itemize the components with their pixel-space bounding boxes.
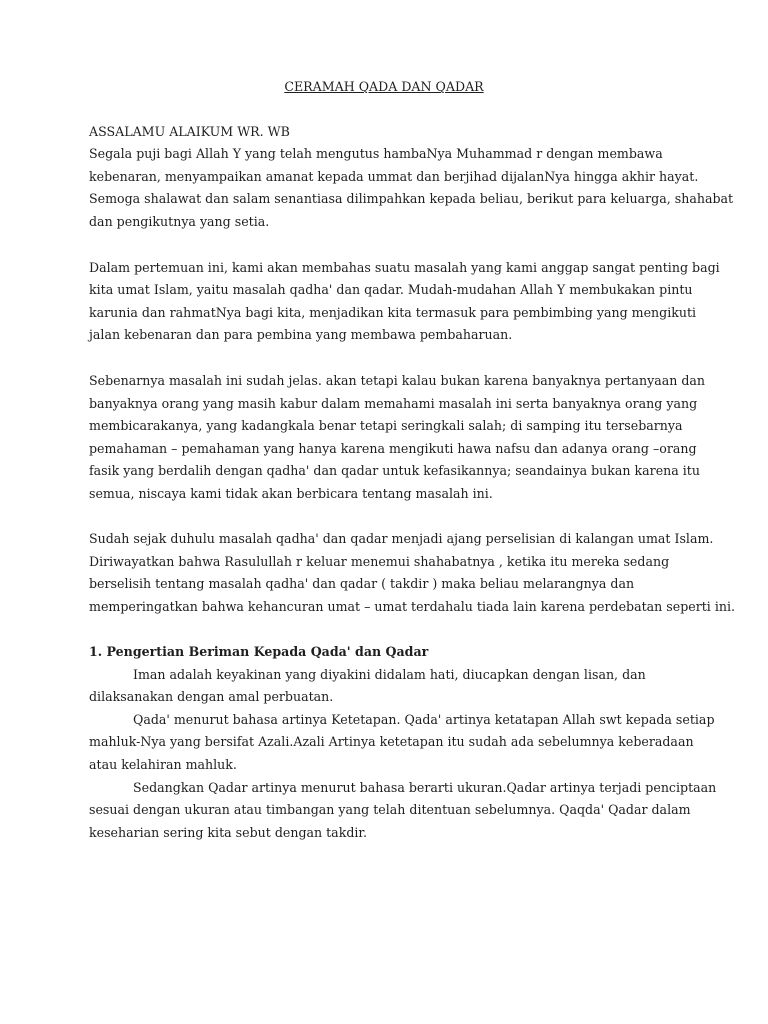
- paragraph-line: atau kelahiran mahluk.: [89, 757, 237, 772]
- paragraph-line: membicarakanya, yang kadangkala benar tetapi seringkali salah; di samping itu tersebarnya: [89, 418, 683, 433]
- paragraph-line: dan pengikutnya yang setia.: [89, 214, 270, 229]
- paragraph-line: Sudah sejak duhulu masalah qadha' dan qadar menjadi ajang perselisian di kalangan umat Islam.: [89, 531, 714, 546]
- paragraph-line: kebenaran, menyampaikan amanat kepada ummat dan berjihad dijalanNya hingga akhir hayat.: [89, 169, 699, 184]
- paragraph-line: Dalam pertemuan ini, kami akan membahas suatu masalah yang kami anggap sangat penting bagi: [89, 260, 720, 275]
- paragraph-line: Segala puji bagi Allah Y yang telah mengutus hambaNya Muhammad r dengan membawa: [89, 146, 663, 161]
- paragraph-line: dilaksanakan dengan amal perbuatan.: [89, 689, 334, 704]
- paragraph-line: mahluk-Nya yang bersifat Azali.Azali Artinya ketetapan itu sudah ada sebelumnya keberadaan: [89, 734, 694, 749]
- section-heading: 1. Pengertian Beriman Kepada Qada' dan Qadar: [89, 644, 429, 659]
- paragraph-line: sesuai dengan ukuran atau timbangan yang telah ditentuan sebelumnya. Qaqda' Qadar dalam: [89, 802, 691, 817]
- paragraph-line: fasik yang berdalih dengan qadha' dan qadar untuk kefasikannya; seandainya bukan karena itu: [89, 463, 700, 478]
- paragraph-line: jalan kebenaran dan para pembina yang membawa pembaharuan.: [89, 327, 513, 342]
- greeting: ASSALAMU ALAIKUM WR. WB: [89, 124, 290, 139]
- paragraph-line: karunia dan rahmatNya bagi kita, menjadikan kita termasuk para pembimbing yang mengikuti: [89, 305, 697, 320]
- paragraph-line: banyaknya orang yang masih kabur dalam memahami masalah ini serta banyaknya orang yang: [89, 396, 698, 411]
- paragraph-line: Qada' menurut bahasa artinya Ketetapan. Qada' artinya ketatapan Allah swt kepada setiap: [133, 712, 715, 727]
- paragraph-line: memperingatkan bahwa kehancuran umat – umat terdahalu tiada lain karena perdebatan seperti ini.: [89, 599, 736, 614]
- paragraph-line: semua, niscaya kami tidak akan berbicara tentang masalah ini.: [89, 486, 493, 501]
- paragraph-line: Sedangkan Qadar artinya menurut bahasa berarti ukuran.Qadar artinya terjadi penciptaan: [133, 780, 717, 795]
- paragraph-line: Diriwayatkan bahwa Rasulullah r keluar menemui shahabatnya , ketika itu mereka sedang: [89, 554, 670, 569]
- paragraph-line: pemahaman – pemahaman yang hanya karena mengikuti hawa nafsu dan adanya orang –orang: [89, 441, 697, 456]
- paragraph-line: Sebenarnya masalah ini sudah jelas. akan tetapi kalau bukan karena banyaknya pertanyaan dan: [89, 373, 706, 388]
- paragraph-line: berselisih tentang masalah qadha' dan qadar ( takdir ) maka beliau melarangnya dan: [89, 576, 635, 591]
- paragraph-line: Semoga shalawat dan salam senantiasa dilimpahkan kepada beliau, berikut para keluarga, shahabat: [89, 191, 734, 206]
- paragraph-line: kita umat Islam, yaitu masalah qadha' dan qadar. Mudah-mudahan Allah Y membukakan pintu: [89, 282, 693, 297]
- paragraph-line: Iman adalah keyakinan yang diyakini didalam hati, diucapkan dengan lisan, dan: [133, 667, 646, 682]
- document-title: CERAMAH QADA DAN QADAR: [284, 79, 484, 94]
- paragraph-line: keseharian sering kita sebut dengan takdir.: [89, 825, 368, 840]
